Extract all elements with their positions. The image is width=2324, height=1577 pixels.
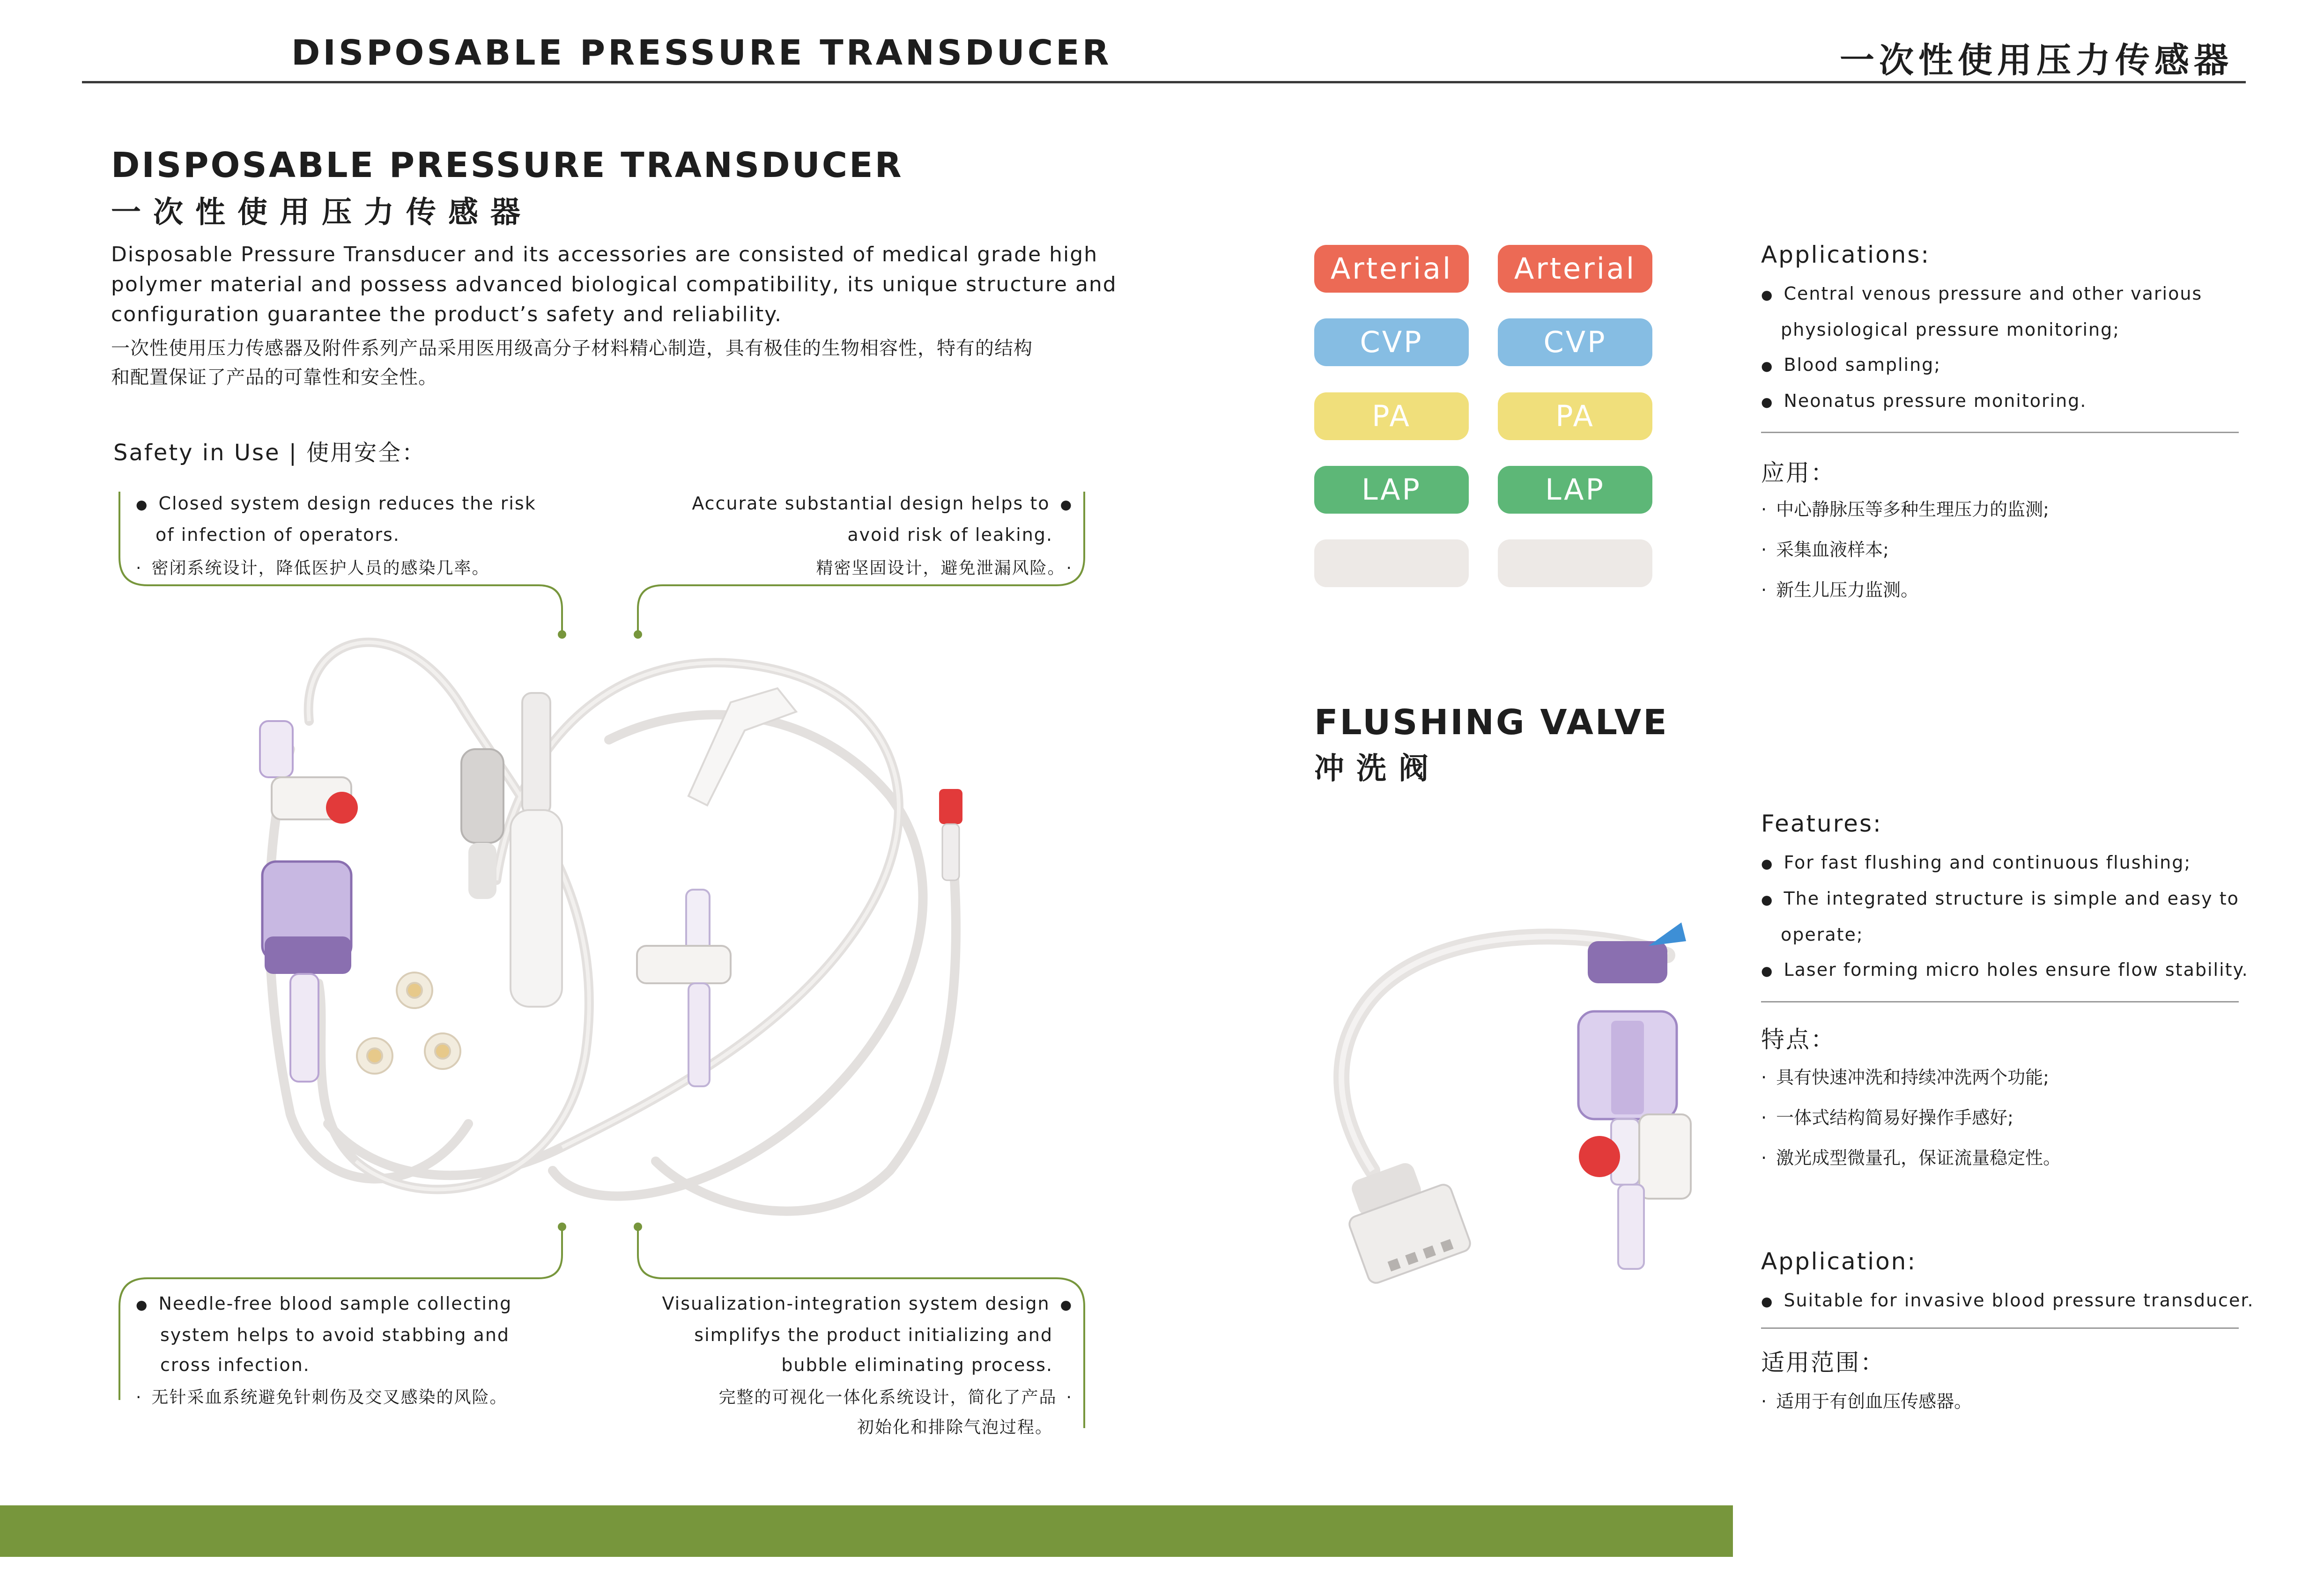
callout-line: bubble eliminating process. — [781, 1354, 1053, 1375]
list-item: · 新生儿压力监测。 — [1761, 570, 2049, 610]
desc-line: polymer material and possess advanced biological compatibility, its unique structure and — [111, 273, 1117, 296]
features-heading-en: Features: — [1761, 810, 1882, 837]
callout-line: Accurate substantial design helps to ● — [692, 488, 1073, 520]
valve-title-en: FLUSHING VALVE — [1314, 702, 1669, 743]
application-item-en: ● Suitable for invasive blood pressure transducer. — [1761, 1283, 2254, 1319]
list-item: · 一体式结构简易好操作手感好; — [1761, 1098, 2061, 1138]
label-lap: LAP — [1314, 466, 1469, 514]
applications-list-zh — [1761, 489, 2049, 610]
callout-line: Visualization-integration system design ● — [662, 1289, 1073, 1320]
callout-frames — [119, 492, 1084, 1428]
callout-line-zh: · 密闭系统设计，降低医护人员的感染几率。 — [136, 553, 536, 583]
features-list-en — [1761, 845, 2249, 988]
applications-heading-zh: 应用： — [1761, 459, 1836, 486]
label-pa: PA — [1314, 392, 1469, 440]
callout-line: simplifys the product initializing and — [694, 1324, 1053, 1345]
list-item: ● Central venous pressure and other various — [1761, 276, 2202, 312]
applications-list-en — [1761, 276, 2202, 420]
desc-line: configuration guarantee the product’s safety and reliability. — [111, 302, 782, 326]
label-blank — [1314, 539, 1469, 587]
label-cvp: CVP — [1498, 318, 1652, 366]
features-list-zh — [1761, 1057, 2061, 1178]
divider — [1761, 1001, 2239, 1002]
list-item: ● Laser forming micro holes ensure flow stability. — [1761, 952, 2249, 988]
header-right-title: 一次性使用压力传感器 — [1840, 40, 2233, 81]
list-item: · 中心静脉压等多种生理压力的监测; — [1761, 489, 2049, 530]
desc-line: 一次性使用压力传感器及附件系列产品采用医用级高分子材料精心制造，具有极佳的生物相容性，特有的结构 — [111, 338, 1033, 359]
label-arterial: Arterial — [1498, 245, 1652, 293]
callout-line-zh: 精密坚固设计，避免泄漏风险。 · — [692, 553, 1073, 583]
divider — [1761, 432, 2239, 433]
callout-line: of infection of operators. — [155, 524, 400, 545]
divider — [1761, 1327, 2239, 1329]
callout-line: avoid risk of leaking. — [847, 524, 1053, 545]
application-item-zh: · 适用于有创血压传感器。 — [1761, 1381, 1972, 1422]
list-item: ● The integrated structure is simple and easy to — [1761, 881, 2249, 917]
list-item: ● For fast flushing and continuous flushing; — [1761, 845, 2249, 881]
label-blank — [1498, 539, 1652, 587]
callout-line: system helps to avoid stabbing and — [160, 1324, 510, 1345]
list-item: ● Neonatus pressure monitoring. — [1761, 383, 2202, 420]
header-left-title: DISPOSABLE PRESSURE TRANSDUCER — [291, 33, 1112, 73]
list-item: · 激光成型微量孔，保证流量稳定性。 — [1761, 1138, 2061, 1178]
list-item: · 采集血液样本; — [1761, 530, 2049, 570]
desc-line: 和配置保证了产品的可靠性和安全性。 — [111, 367, 437, 388]
product-title-en: DISPOSABLE PRESSURE TRANSDUCER — [111, 145, 903, 185]
callout-line-zh: 完整的可视化一体化系统设计，简化了产品 · — [662, 1383, 1073, 1413]
desc-line: Disposable Pressure Transducer and its accessories are consisted of medical grade high — [111, 243, 1098, 266]
valve-title-zh: 冲洗阀 — [1314, 752, 1441, 786]
callout-bottom-left — [136, 1289, 512, 1413]
callout-line: ● Closed system design reduces the risk — [136, 488, 536, 520]
list-item: · 具有快速冲洗和持续冲洗两个功能; — [1761, 1057, 2061, 1098]
application-heading-zh: 适用范围： — [1761, 1349, 1885, 1376]
list-item: operate; — [1781, 924, 1864, 945]
application-heading-en: Application: — [1761, 1248, 1917, 1275]
product-title-zh: 一次性使用压力传感器 — [111, 195, 533, 230]
footer-green-bar — [0, 1505, 1733, 1557]
transducer-product-image — [0, 0, 1124, 1452]
label-cvp: CVP — [1314, 318, 1469, 366]
callout-top-right — [692, 488, 1073, 583]
callout-top-left — [136, 488, 536, 583]
applications-heading-en: Applications: — [1761, 241, 1931, 268]
callout-line-zh: 初始化和排除气泡过程。 — [857, 1417, 1053, 1437]
label-pa: PA — [1498, 392, 1652, 440]
callout-bottom-right — [662, 1289, 1073, 1443]
callout-line: cross infection. — [160, 1354, 310, 1375]
flushing-valve-image — [1311, 908, 1756, 1306]
list-item: physiological pressure monitoring; — [1781, 319, 2120, 340]
safety-heading: Safety in Use | 使用安全： — [113, 440, 426, 466]
callout-line-zh: · 无针采血系统避免针刺伤及交叉感染的风险。 — [136, 1383, 512, 1413]
label-arterial: Arterial — [1314, 245, 1469, 293]
label-lap: LAP — [1498, 466, 1652, 514]
list-item: ● Blood sampling; — [1761, 347, 2202, 383]
features-heading-zh: 特点： — [1761, 1026, 1836, 1053]
callout-line: ● Needle-free blood sample collecting — [136, 1289, 512, 1320]
